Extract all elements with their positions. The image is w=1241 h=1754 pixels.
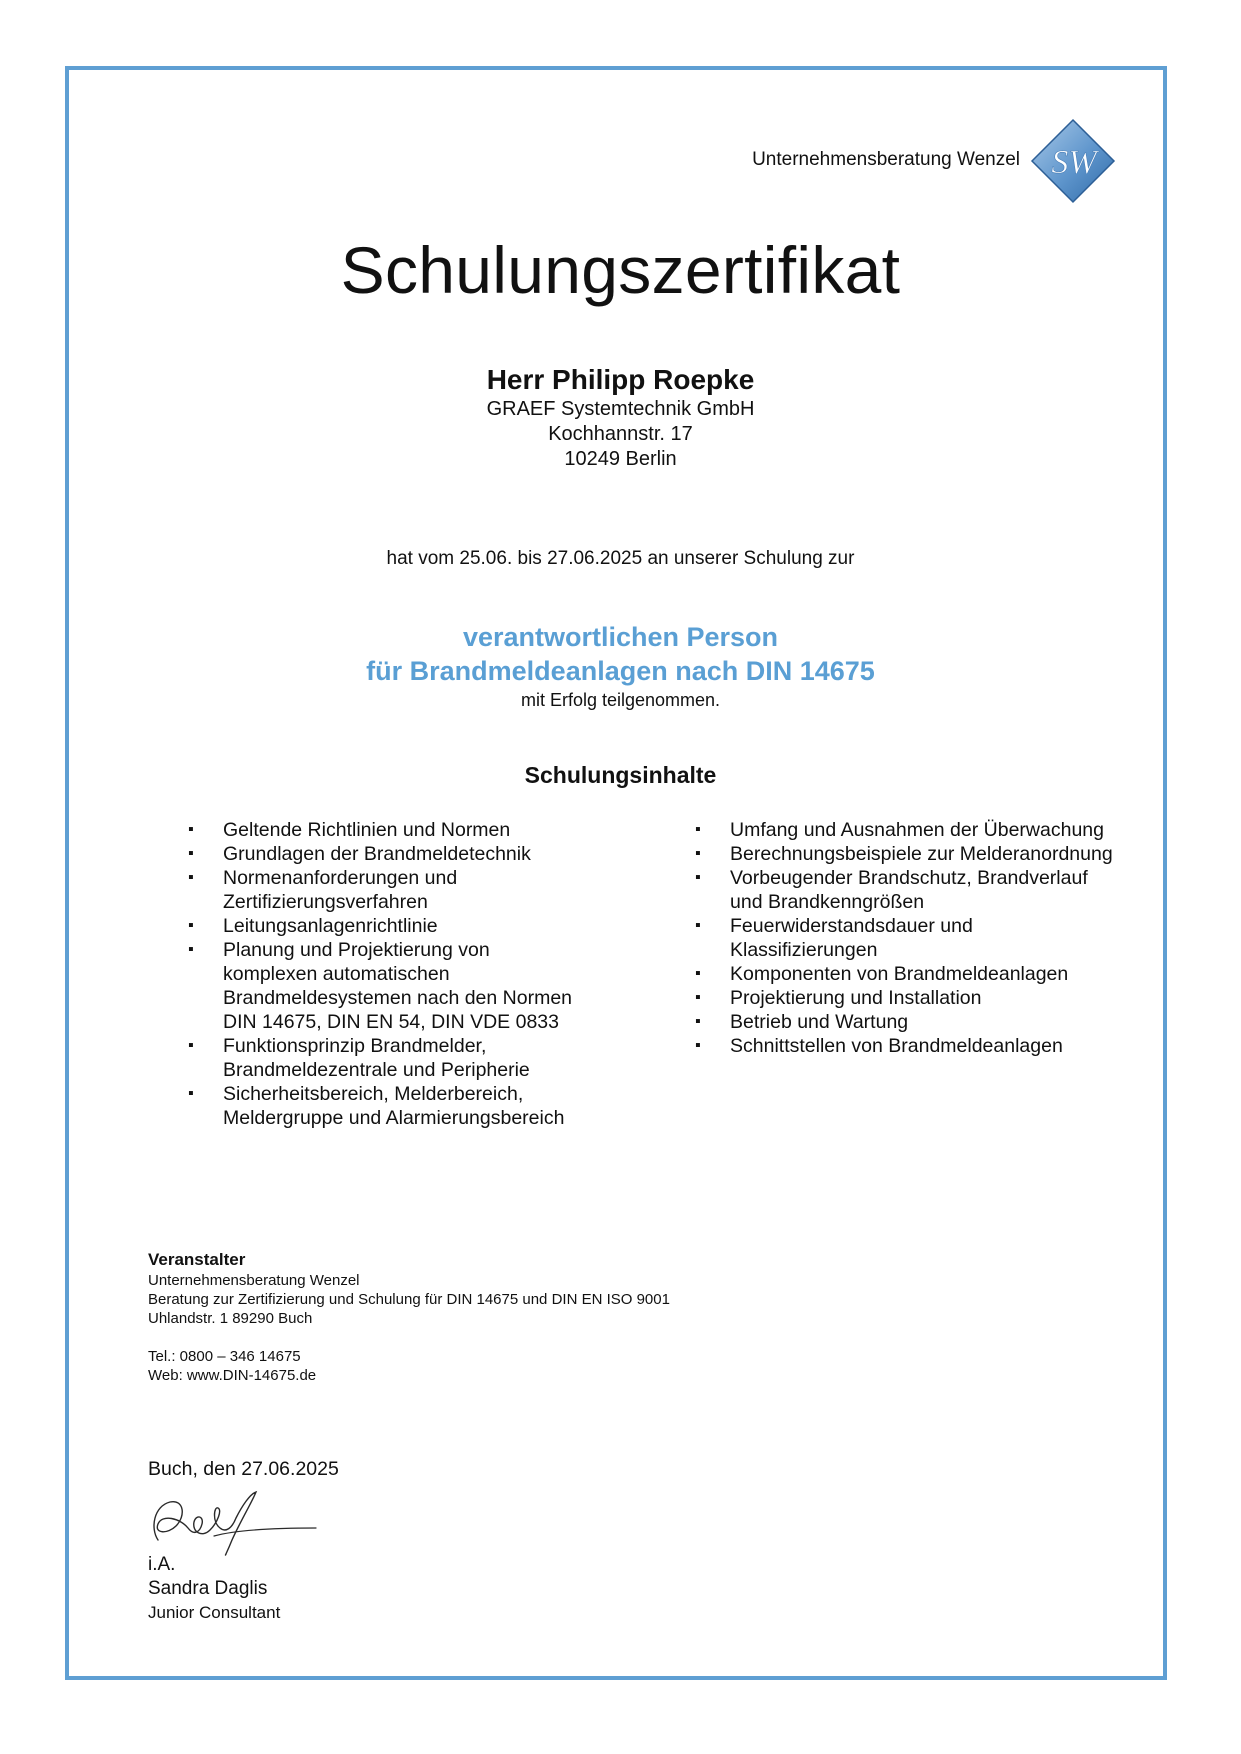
- course-title-line2: für Brandmeldeanlagen nach DIN 14675: [366, 656, 875, 686]
- list-item: ▪ Geltende Richtlinien und Normen: [188, 818, 578, 842]
- organizer-label: Veranstalter: [148, 1250, 246, 1269]
- list-item: ▪ Funktionsprinzip Brandmelder, Brandmeldezentrale und Peripherie: [188, 1034, 578, 1082]
- list-item: ▪ Sicherheitsbereich, Melderbereich, Meldergruppe und Alarmierungsbereich: [188, 1082, 578, 1130]
- organizer-description: Beratung zur Zertifizierung und Schulung für DIN 14675 und DIN EN ISO 9001: [148, 1291, 670, 1308]
- list-item: ▪ Leitungsanlagenrichtlinie: [188, 914, 578, 938]
- organizer-name: Unternehmensberatung Wenzel: [148, 1272, 360, 1289]
- list-item: ▪ Normenanforderungen und Zertifizierungsverfahren: [188, 866, 578, 914]
- header-company-name: Unternehmensberatung Wenzel: [752, 149, 1020, 170]
- page-title: Schulungszertifikat: [340, 233, 901, 307]
- course-title-line1: verantwortlichen Person: [462, 622, 779, 652]
- contents-list-left: [188, 818, 578, 1130]
- list-item: ▪ Vorbeugender Brandschutz, Brandverlauf und Brandkenngrößen: [695, 866, 1115, 914]
- place-date: Buch, den 27.06.2025: [148, 1458, 339, 1480]
- list-item: ▪ Grundlagen der Brandmeldetechnik: [188, 842, 578, 866]
- list-item: ▪ Betrieb und Wartung: [695, 1010, 1115, 1034]
- organizer-address: Uhlandstr. 1 89290 Buch: [148, 1310, 313, 1327]
- list-item: ▪ Planung und Projektierung von komplexen automatischen Brandmeldesystemen nach den Normen DIN 14675, DIN EN 54, DIN VDE 0833: [188, 938, 578, 1034]
- logo-text: SW: [1051, 144, 1097, 181]
- list-item: ▪ Umfang und Ausnahmen der Überwachung: [695, 818, 1115, 842]
- list-item: ▪ Komponenten von Brandmeldeanlagen: [695, 962, 1115, 986]
- participant-company: GRAEF Systemtechnik GmbH: [486, 398, 755, 420]
- list-item: ▪ Feuerwiderstandsdauer und Klassifizierungen: [695, 914, 1115, 962]
- sw-logo-icon: [1030, 118, 1116, 204]
- contents-heading: Schulungsinhalte: [524, 762, 717, 788]
- organizer-web: Web: www.DIN-14675.de: [148, 1367, 317, 1384]
- attendance-result: mit Erfolg teilgenommen.: [520, 690, 721, 710]
- list-item: ▪ Berechnungsbeispiele zur Melderanordnung: [695, 842, 1115, 866]
- participant-street: Kochhannstr. 17: [548, 423, 693, 445]
- list-item: ▪ Projektierung und Installation: [695, 986, 1115, 1010]
- signer-name: Sandra Daglis: [148, 1578, 268, 1599]
- participant-name: Herr Philipp Roepke: [486, 364, 755, 395]
- signature-ia: i.A.: [148, 1554, 176, 1575]
- organizer-phone: Tel.: 0800 – 346 14675: [148, 1348, 301, 1365]
- signer-role: Junior Consultant: [148, 1603, 281, 1622]
- contents-list-right: [695, 818, 1115, 1058]
- handwritten-signature: [140, 1488, 340, 1558]
- attendance-intro: hat vom 25.06. bis 27.06.2025 an unserer Schulung zur: [386, 548, 855, 569]
- participant-city: 10249 Berlin: [564, 448, 677, 470]
- list-item: ▪ Schnittstellen von Brandmeldeanlagen: [695, 1034, 1115, 1058]
